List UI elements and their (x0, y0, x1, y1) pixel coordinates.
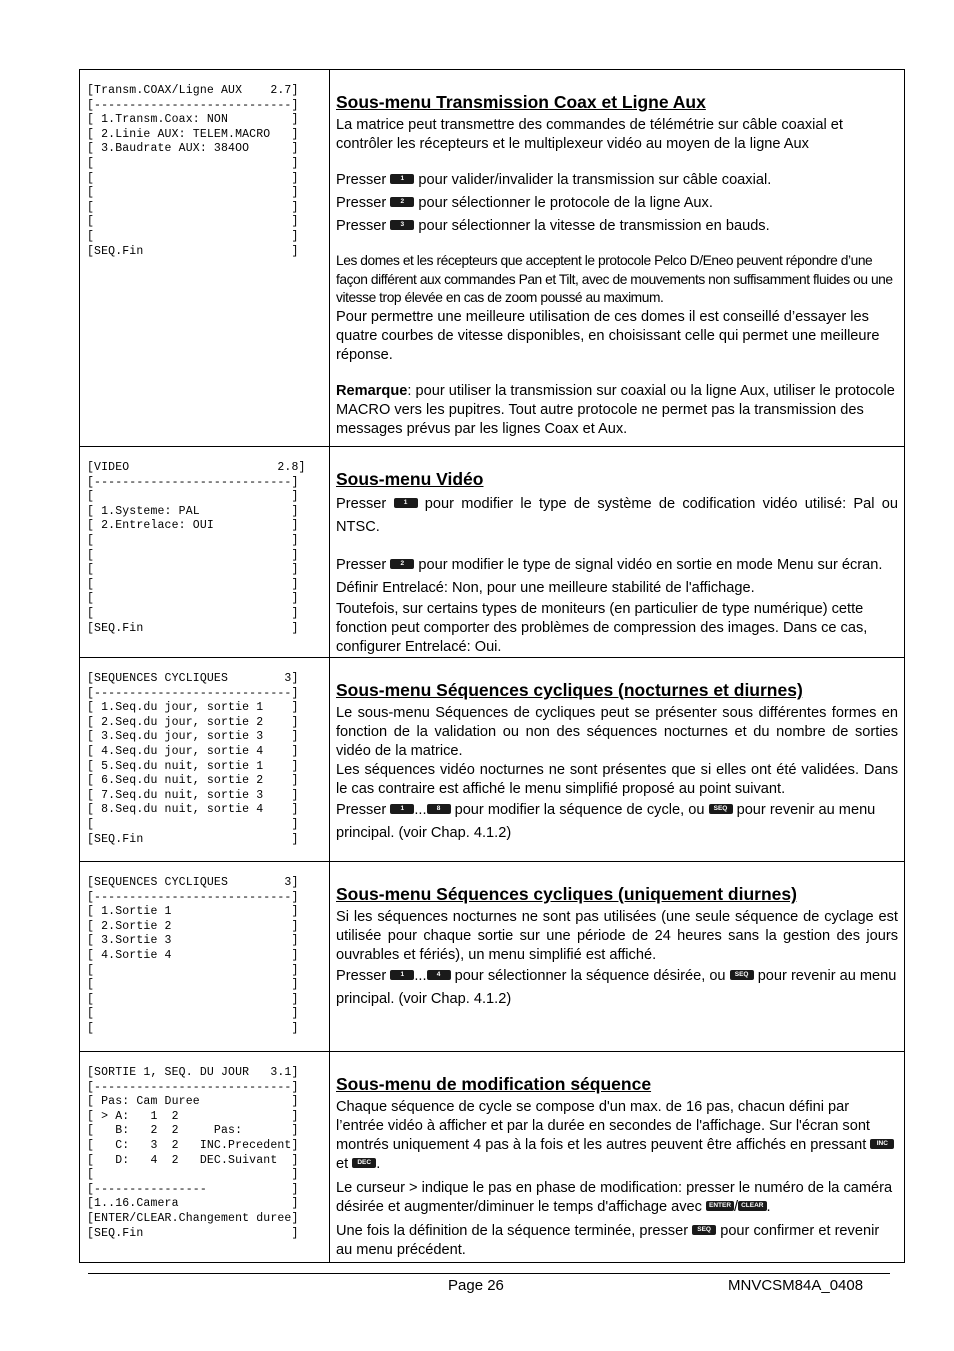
document-code: MNVCSM84A_0408 (728, 1277, 864, 1294)
key-inc-icon: INC (870, 1139, 894, 1149)
instruction-line: Presser 2 pour sélectionner le protocole de la ligne Aux. (336, 195, 713, 211)
section-heading: Sous-menu Transmission Coax et Ligne Aux (336, 92, 706, 112)
remark: Remarque: pour utiliser la transmission sur coaxial ou la ligne Aux, utiliser le protocole MACRO vers les pupitres. Tout autre protocole ne permet pas la transmission des messages prévus par les lignes Coax et Aux. (336, 382, 895, 437)
key-3-icon: 3 (390, 220, 414, 230)
key-1-icon: 1 (390, 970, 414, 980)
key-seq-icon: SEQ (692, 1225, 716, 1235)
description-cell (330, 1052, 905, 1263)
section-heading: Sous-menu de modification séquence (336, 1074, 652, 1094)
terminal-screen: [SEQUENCES CYCLIQUES 3] [----------------------------] [ 1.Seq.du jour, sortie 1 ] [ 2.Seq.du jour, sortie 2 ] [ 3.Seq.du jour, sortie 3 ] [ 4.Seq.du jour, sortie 4 ] [ 5.Seq.du nuit, sortie 1 ] [ 6.Seq.du nuit, sortie 2 ] [ 7.Seq.du nuit, sortie 3 ] [ 8.Seq.du nuit, sortie 4 ] [ ] [SEQ.Fin ] (87, 672, 299, 846)
footer-divider (88, 1273, 890, 1274)
instruction-line: Presser 1 pour valider/invalider la transmission sur câble coaxial. (336, 172, 772, 188)
instruction-line: Presser 1 ... 8 pour modifier la séquence de cycle, ou SEQ pour revenir au menu principal. (voir Chap. 4.1.2) (336, 802, 876, 841)
section-heading: Sous-menu Séquences cycliques (uniquement diurnes) (336, 884, 797, 904)
speed-note: Pour permettre une meilleure utilisation de ces domes il est conseillé d’essayer les quatre courbes de vitesse disponibles, en choisissant celle qui permet une meilleure réponse. (336, 308, 880, 363)
instruction-line: Le curseur > indique le pas en phase de modification: presser le numéro de la caméra désirée et augmenter/diminuer le temps d'affichage avec ENTER / CLEAR . (336, 1180, 893, 1215)
key-8-icon: 8 (427, 804, 451, 814)
key-1-icon: 1 (390, 174, 414, 184)
terminal-screen: [Transm.COAX/Ligne AUX 2.7] [----------------------------] [ 1.Transm.Coax: NON ] [ 2.Linie AUX: TELEM.MACRO ] [ 3.Baudrate AUX: 384OO ] [ ] [ ] [ ] [ ] [ ] [ ] [SEQ.Fin ] (87, 84, 299, 258)
terminal-cell (80, 862, 330, 1052)
key-enter-icon: ENTER (706, 1201, 734, 1211)
section-row-video (80, 447, 905, 658)
terminal-screen: [SEQUENCES CYCLIQUES 3] [----------------------------] [ 1.Sortie 1 ] [ 2.Sortie 2 ] [ 3.Sortie 3 ] [ 4.Sortie 4 ] [ ] [ ] [ ] [ ] [ ] (87, 876, 299, 1035)
section-heading: Sous-menu Séquences cycliques (nocturnes et diurnes) (336, 680, 803, 700)
manual-table (79, 69, 905, 1263)
terminal-screen: [SORTIE 1, SEQ. DU JOUR 3.1] [----------------------------] [ Pas: Cam Duree ] [ > A: 1 2 ] [ B: 2 2 Pas: ] [ C: 3 2 INC.Precedent] [ D: 4 2 DEC.Suivant ] [ ] [---------------- ] [1..16.Camera ] [ENTER/CLEAR.Changement duree] [SEQ.Fin ] (87, 1066, 299, 1240)
key-seq-icon: SEQ (709, 804, 733, 814)
key-seq-icon: SEQ (730, 970, 754, 980)
description-cell (330, 658, 905, 862)
protocol-note: Les domes et les récepteurs que acceptent le protocole Pelco D/Eneo peuvent répondre d’une façon différent aux commandes Pan et Tilt, avec de mouvements non suffisamment fluides ou une vitesse trop élevée en cas de zoom poussé au maximum. (336, 253, 893, 305)
section-row-coax (80, 70, 905, 447)
key-dec-icon: DEC (352, 1158, 376, 1168)
terminal-screen: [VIDEO 2.8] [----------------------------] [ ] [ 1.Systeme: PAL ] [ 2.Entrelace: OUI ] [ ] [ ] [ ] [ ] [ ] [ ] [SEQ.Fin ] (87, 461, 306, 635)
instruction-line: Une fois la définition de la séquence terminée, presser SEQ pour confirmer et revenir au menu précédent. (336, 1223, 880, 1258)
section-row-cycles (80, 658, 905, 862)
instruction-line: Presser 1 ... 4 pour sélectionner la séquence désirée, ou SEQ pour revenir au menu principal. (voir Chap. 4.1.2) (336, 968, 897, 1007)
description-cell (330, 70, 905, 447)
key-1-icon: 1 (394, 498, 418, 508)
instruction-line: Chaque séquence de cycle se compose d'un max. de 16 pas, chacun défini par l’entrée vidéo à afficher et par la durée en secondes de l'affichage. Sur l'écran sont montrés uniquement 4 pas à la fois et les autres peuvent être affichés en pressant INC et DEC . (336, 1098, 898, 1174)
instruction-line: Presser 2 pour modifier le type de signal vidéo en sortie en mode Menu sur écran. Définir Entrelacé: Non, pour une meilleure stabilité de l'affichage. (336, 557, 883, 596)
key-2-icon: 2 (390, 559, 414, 569)
key-1-icon: 1 (390, 804, 414, 814)
remark-label: Remarque (336, 382, 408, 399)
section-row-edit (80, 1052, 905, 1263)
page-number: Page 26 (448, 1277, 504, 1294)
terminal-cell (80, 70, 330, 447)
intro-text: La matrice peut transmettre des commandes de télémétrie sur câble coaxial et contrôler les récepteurs et le multiplexeur vidéo au moyen de la ligne Aux (336, 117, 843, 152)
description-cell (330, 862, 905, 1052)
body-text: Si les séquences nocturnes ne sont pas utilisées (une seule séquence de cyclage est utilisée pour chaque sortie sur une période de 24 heures sans la gestion des jours ouvrables et fériés), un menu simplifié est affiché. (336, 909, 898, 963)
section-row-daily (80, 862, 905, 1052)
key-4-icon: 4 (427, 970, 451, 980)
section-heading: Sous-menu Vidéo (336, 469, 484, 489)
terminal-cell (80, 447, 330, 658)
body-text: Le sous-menu Séquences de cycliques peut se présenter sous différentes formes en fonction de la validation ou non des séquences nocturnes et du nombre de sorties vidéo de la matrice. (336, 705, 898, 759)
key-2-icon: 2 (390, 197, 414, 207)
key-clear-icon: CLEAR (738, 1201, 766, 1211)
terminal-cell (80, 658, 330, 862)
body-text: Les séquences vidéo nocturnes ne sont présentes que si elles ont été validées. Dans le cas contraire est affiché le menu simplifié proposé au point suivant. (336, 762, 898, 797)
monitor-note: Toutefois, sur certains types de moniteurs (en particulier de type numérique) cette fonction peut comporter des problèmes de compression des images. Dans ce cas, configurer Entrelacé: Oui. (336, 601, 868, 655)
description-cell (330, 447, 905, 658)
terminal-cell (80, 1052, 330, 1263)
instruction-line: Presser 3 pour sélectionner la vitesse de transmission en bauds. (336, 218, 770, 234)
instruction-line: Presser 1 pour modifier le type de système de codification vidéo utilisé: Pal ou NTSC. (336, 496, 898, 535)
